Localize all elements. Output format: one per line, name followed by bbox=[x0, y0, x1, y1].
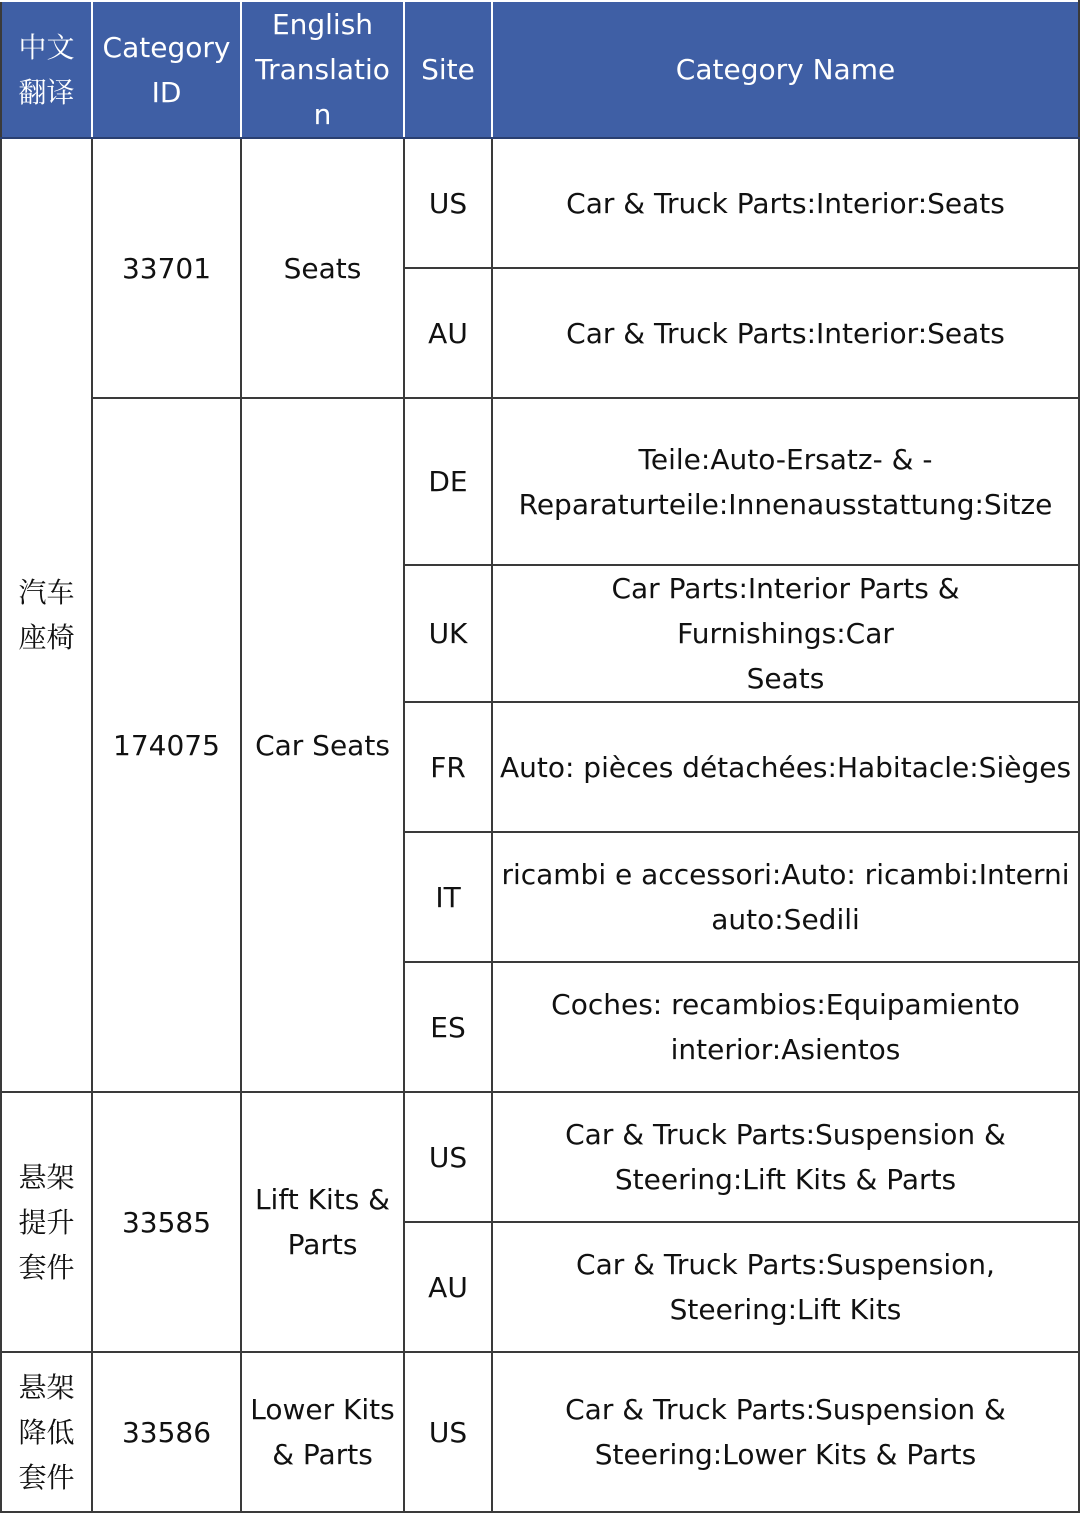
category-id-cell: 174075 bbox=[92, 398, 241, 1092]
category-name-cell: Car & Truck Parts:Interior:Seats bbox=[492, 268, 1079, 398]
table-header bbox=[1, 1, 1079, 138]
category-name-cell: Car & Truck Parts:Interior:Seats bbox=[492, 138, 1079, 268]
header-chinese-translation: 中文 翻译 bbox=[1, 1, 92, 138]
table-row bbox=[1, 398, 1079, 565]
header-english-translation: English Translatio n bbox=[241, 1, 404, 138]
site-cell: US bbox=[404, 138, 492, 268]
table-row bbox=[1, 1092, 1079, 1222]
table-row bbox=[1, 1352, 1079, 1512]
site-cell: FR bbox=[404, 702, 492, 832]
english-translation-cell: Lower Kits & Parts bbox=[241, 1352, 404, 1512]
category-name-cell: Car Parts:Interior Parts & Furnishings:Car Seats bbox=[492, 565, 1079, 702]
category-name-cell: ricambi e accessori:Auto: ricambi:Interni auto:Sedili bbox=[492, 832, 1079, 962]
chinese-translation-cell: 悬架 提升 套件 bbox=[1, 1092, 92, 1352]
header-row bbox=[1, 1, 1079, 138]
site-cell: AU bbox=[404, 268, 492, 398]
english-translation-cell: Lift Kits & Parts bbox=[241, 1092, 404, 1352]
chinese-translation-cell: 悬架 降低 套件 bbox=[1, 1352, 92, 1512]
category-name-cell: Coches: recambios:Equipamiento interior:Asientos bbox=[492, 962, 1079, 1092]
site-cell: DE bbox=[404, 398, 492, 565]
site-cell: US bbox=[404, 1092, 492, 1222]
english-translation-cell: Car Seats bbox=[241, 398, 404, 1092]
site-cell: ES bbox=[404, 962, 492, 1092]
category-name-cell: Car & Truck Parts:Suspension, Steering:Lift Kits bbox=[492, 1222, 1079, 1352]
header-category-name: Category Name bbox=[492, 1, 1079, 138]
category-id-cell: 33585 bbox=[92, 1092, 241, 1352]
category-id-cell: 33701 bbox=[92, 138, 241, 398]
category-id-cell: 33586 bbox=[92, 1352, 241, 1512]
category-name-cell: Car & Truck Parts:Suspension & Steering:Lift Kits & Parts bbox=[492, 1092, 1079, 1222]
category-name-cell: Car & Truck Parts:Suspension & Steering:Lower Kits & Parts bbox=[492, 1352, 1079, 1512]
site-cell: UK bbox=[404, 565, 492, 702]
chinese-translation-cell: 汽车 座椅 bbox=[1, 138, 92, 1092]
category-name-cell: Auto: pièces détachées:Habitacle:Sièges bbox=[492, 702, 1079, 832]
table-body bbox=[1, 138, 1079, 1512]
header-category-id: Category ID bbox=[92, 1, 241, 138]
header-site: Site bbox=[404, 1, 492, 138]
english-translation-cell: Seats bbox=[241, 138, 404, 398]
category-name-cell: Teile:Auto-Ersatz- & - Reparaturteile:Innenausstattung:Sitze bbox=[492, 398, 1079, 565]
site-cell: IT bbox=[404, 832, 492, 962]
table-row bbox=[1, 138, 1079, 268]
site-cell: AU bbox=[404, 1222, 492, 1352]
site-cell: US bbox=[404, 1352, 492, 1512]
